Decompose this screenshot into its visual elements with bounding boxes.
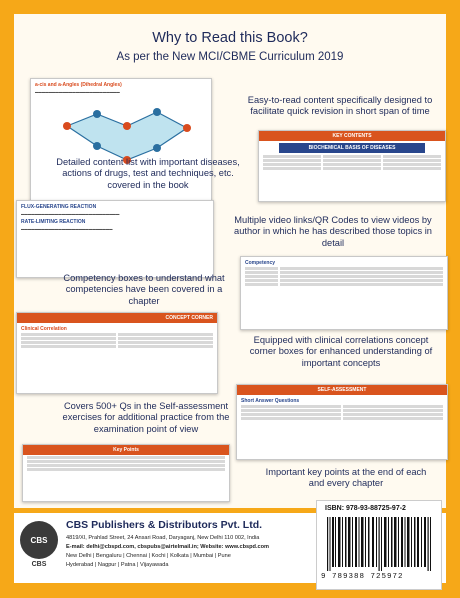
key-contents-title: KEY CONTENTS: [259, 131, 445, 141]
page-title: Why to Read this Book?: [152, 30, 308, 46]
callout-clinical-text: Equipped with clinical correlations concept corner boxes for enhanced understanding of important concepts: [249, 334, 433, 368]
flux-title: FLUX-GENERATING REACTION: [21, 204, 97, 210]
callout-video-links: [222, 208, 444, 256]
isbn-box: [316, 500, 442, 590]
callout-content-list: [40, 148, 256, 200]
biochem-title: BIOCHEMICAL BASIS OF DISEASES: [279, 143, 425, 153]
callout-content-list-text: Detailed content list with important diseases, actions of drugs, test and techniques, etc. covered in the book: [56, 156, 240, 190]
thumb-key-contents: [258, 130, 446, 202]
callout-clinical: [236, 328, 446, 376]
callout-competency: [40, 268, 248, 312]
callout-competency-text: Competency boxes to understand what competencies have been covered in a chapter: [63, 272, 225, 306]
callout-video-links-text: Multiple video links/QR Codes to view videos by author in which he has described those topics in detail: [234, 214, 432, 248]
rate-text: ▬▬▬▬▬▬▬▬▬▬▬▬▬▬▬▬▬▬▬▬▬▬▬▬▬▬▬: [21, 227, 113, 232]
publisher-address: 4819/XI, Prahlad Street, 24 Ansari Road, Daryaganj, New Delhi 110 002, India: [66, 535, 260, 541]
isbn-label: ISBN: 978-93-88725-97-2: [325, 505, 406, 512]
callout-easy-read-text: Easy-to-read content specifically designed to facilitate quick revision in short span of time: [247, 94, 433, 116]
short-title: Short Answer Questions: [241, 398, 300, 404]
thumb-key-points: [22, 444, 230, 502]
callout-self-assessment: [40, 392, 252, 444]
thumb-competency: [240, 256, 448, 330]
page-subtitle: As per the New MCI/CBME Curriculum 2019: [116, 51, 344, 63]
callout-key-points-text: Important key points at the end of each and every chapter: [265, 466, 427, 488]
publisher-name: CBS Publishers & Distributors Pvt. Ltd.: [66, 519, 263, 531]
thumb-figure-title: a-cis and a-Angles (Dihedral Angles): [35, 82, 122, 88]
concept-title: CONCEPT CORNER: [17, 313, 217, 323]
publisher-cities-1: New Delhi | Bengaluru | Chennai | Kochi | Kolkata | Mumbai | Pune: [66, 553, 231, 559]
flux-text: ▬▬▬▬▬▬▬▬▬▬▬▬▬▬▬▬▬▬▬▬▬▬▬▬▬▬▬▬▬: [21, 212, 120, 216]
publisher-contact: E-mail: delhi@cbspd.com, cbspubs@airtelmail.in; Website: www.cbspd.com: [66, 544, 269, 550]
publisher-cities-2: Hyderabad | Nagpur | Patna | Vijayawada: [66, 562, 169, 568]
rate-title: RATE-LIMITING REACTION: [21, 219, 86, 226]
callout-key-points: [248, 458, 444, 498]
keypoints-title: Key Points: [23, 445, 229, 455]
isbn-digits: 9 789388 725972: [321, 573, 404, 581]
callout-self-assessment-text: Covers 500+ Qs in the Self-assessment exercises for additional practice from the examination point of view: [62, 400, 230, 434]
publisher-logo-caption: CBS: [31, 561, 47, 568]
thumb-figure-text: ▬▬▬▬▬▬▬▬▬▬▬▬▬▬▬▬▬▬▬▬▬▬▬▬▬: [35, 90, 120, 94]
callout-easy-read: [236, 84, 444, 128]
self-title: SELF-ASSESSMENT: [237, 385, 447, 395]
thumb-concept-corner: [16, 312, 218, 394]
thumb-flux: [16, 200, 214, 278]
publisher-logo: CBS: [20, 521, 58, 559]
thumb-self-assessment: [236, 384, 448, 460]
competency-title: Competency: [245, 260, 276, 266]
clinical-title: Clinical Correlation: [21, 326, 67, 332]
barcode: [325, 517, 435, 571]
